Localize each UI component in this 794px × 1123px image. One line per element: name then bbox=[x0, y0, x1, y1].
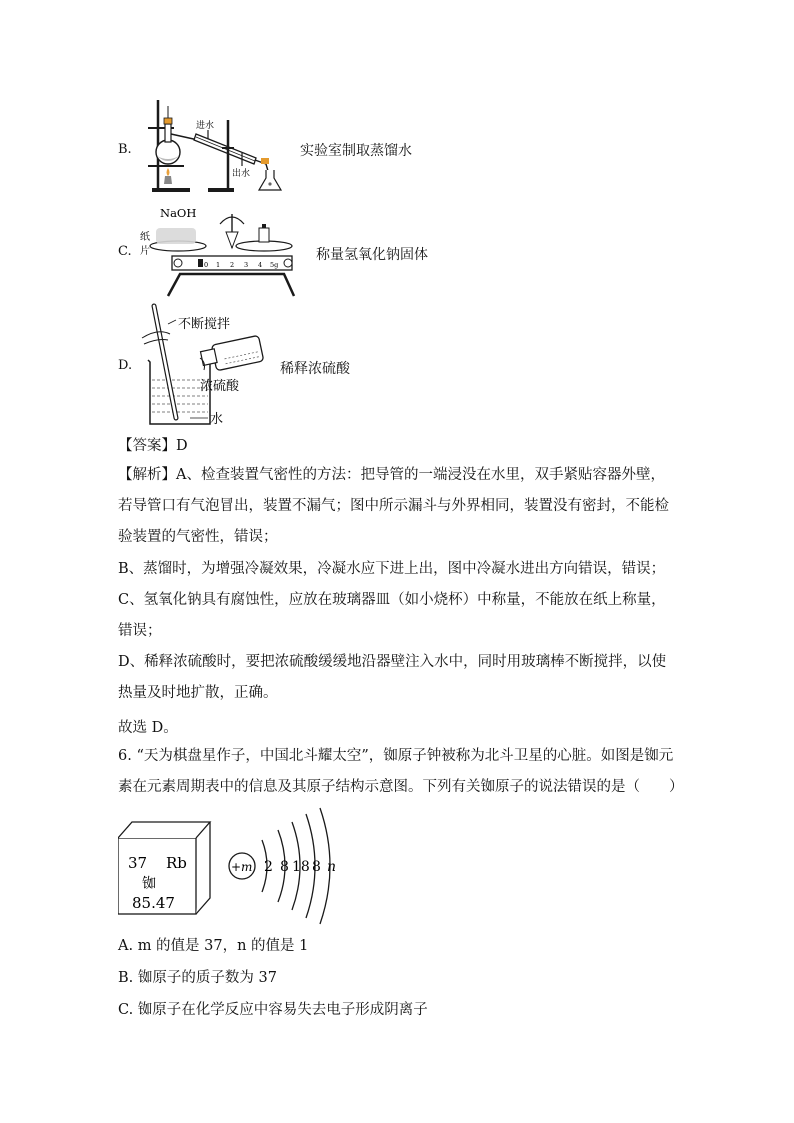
analysis-c: C、氢氧化钠具有腐蚀性，应放在玻璃器皿（如小烧杯）中称量，不能放在纸上称量，错误； bbox=[118, 592, 666, 639]
atomic-mass: 85.47 bbox=[132, 894, 175, 912]
shell-4-count: 8 bbox=[312, 859, 321, 875]
analysis-a: 【解析】A、检查装置气密性的方法：把导管的一端浸没在水里，双手紧贴容器外壁，若导管口有气泡冒出，装置不漏气；图中所示漏斗与外界相同，装置没有密封，不能检验装置的气密性，错误； bbox=[118, 467, 669, 545]
acid-bottle bbox=[211, 335, 263, 370]
shell-3-count: 18 bbox=[292, 859, 310, 875]
receiving-flask bbox=[259, 170, 281, 190]
svg-text:0: 0 bbox=[204, 261, 209, 269]
atomic-number: 37 bbox=[128, 854, 148, 872]
nuclear-charge: +m bbox=[231, 860, 253, 874]
stopper bbox=[164, 118, 172, 124]
rubidium-figure bbox=[118, 806, 338, 926]
choice-c: C. 铷原子在化学反应中容易失去电子形成阴离子 bbox=[118, 1002, 428, 1018]
stir-label: 不断搅拌 bbox=[178, 317, 231, 332]
water-inlet-label: 进水 bbox=[196, 121, 215, 131]
svg-text:5g: 5g bbox=[270, 261, 279, 269]
analysis-d: D、稀释浓硫酸时，要把浓硫酸缓缓地沿器壁注入水中，同时用玻璃棒不断搅拌，以使热量及时地扩散，正确。 bbox=[118, 654, 667, 701]
shell-5-count: n bbox=[327, 859, 337, 875]
acid-label: 浓硫酸 bbox=[200, 379, 240, 394]
paper-label-bottom: 片 bbox=[140, 246, 150, 257]
naoh-on-paper bbox=[156, 228, 196, 244]
water-label: 水 bbox=[210, 412, 224, 427]
conclusion-line: 故选 D。 bbox=[118, 720, 178, 736]
naoh-label: NaOH bbox=[160, 206, 197, 220]
shell-2-count: 8 bbox=[280, 859, 289, 875]
option-c-label: C. bbox=[118, 244, 132, 259]
balance-base bbox=[168, 274, 294, 296]
choice-a: A. m 的值是 37，n 的值是 1 bbox=[118, 938, 309, 954]
stand-base bbox=[152, 188, 190, 192]
svg-text:4: 4 bbox=[258, 261, 263, 269]
element-name: 铷 bbox=[142, 876, 156, 892]
balance-figure bbox=[138, 204, 300, 298]
shell-1-count: 2 bbox=[264, 859, 273, 875]
option-b-caption: 实验室制取蒸馏水 bbox=[300, 143, 412, 159]
paper-label-top: 纸 bbox=[140, 232, 150, 243]
question-6-stem: 6. “天为棋盘星作子，中国北斗耀太空”，铷原子钟被称为北斗卫星的心脏。如图是铷元素在元素周期表中的信息及其原子结构示意图。下列有关铷原子的说法错误的是（ ） bbox=[118, 748, 684, 795]
svg-text:2: 2 bbox=[230, 261, 235, 269]
answer-line: 【答案】D bbox=[118, 438, 188, 454]
option-d-caption: 稀释浓硫酸 bbox=[280, 361, 350, 377]
flame bbox=[167, 168, 170, 176]
water-outlet-label: 出水 bbox=[232, 169, 251, 179]
alcohol-lamp bbox=[164, 176, 172, 184]
element-symbol: Rb bbox=[166, 854, 187, 872]
choice-b: B. 铷原子的质子数为 37 bbox=[118, 970, 277, 986]
option-c-caption: 称量氢氧化钠固体 bbox=[316, 247, 428, 263]
dilution-figure bbox=[138, 300, 266, 428]
option-b-label: B. bbox=[118, 142, 132, 157]
svg-text:3: 3 bbox=[244, 261, 249, 269]
distillation-apparatus-figure bbox=[138, 96, 298, 196]
svg-text:1: 1 bbox=[216, 261, 221, 269]
rider bbox=[198, 259, 203, 267]
option-d-label: D. bbox=[118, 358, 133, 373]
analysis-b: B、蒸馏时，为增强冷凝效果，冷凝水应下进上出，图中冷凝水进出方向错误，错误； bbox=[118, 561, 666, 577]
weight bbox=[259, 228, 269, 242]
